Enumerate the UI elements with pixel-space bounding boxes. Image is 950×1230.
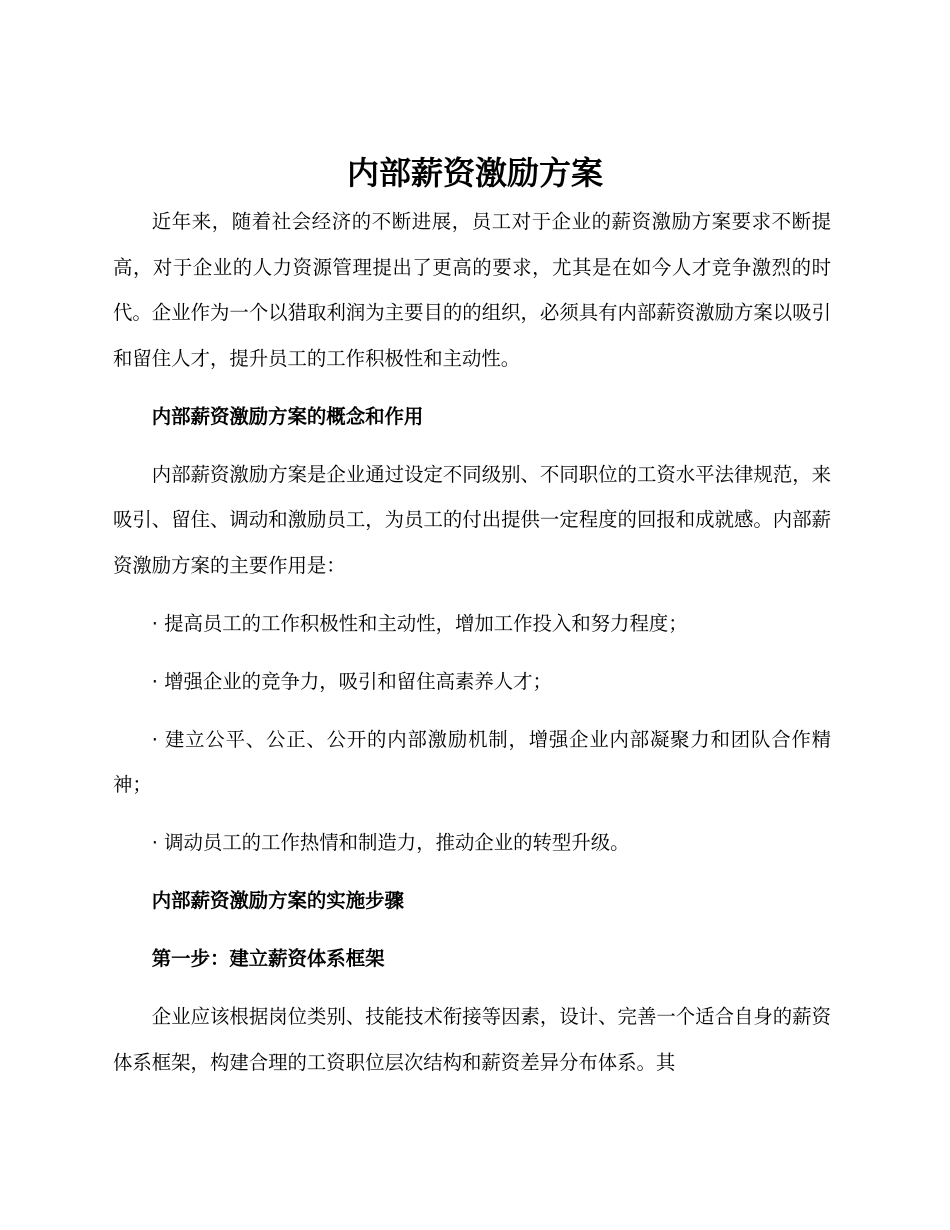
bullet-item: · 调动员工的工作热情和制造力，推动企业的转型升级。 [151, 831, 630, 854]
step-paragraph: 企业应该根据岗位类别、技能技术衔接等因素，设计、完善一个适合自身的薪资体系框架，构建合理的工资职位层次结构和薪资差异分布体系。其 [113, 1005, 831, 1074]
section-heading-concept: 内部薪资激励方案的概念和作用 [151, 404, 424, 428]
bullet-item: · 增强企业的竞争力，吸引和留住高素养人才； [151, 669, 552, 693]
concept-paragraph: 内部薪资激励方案是企业通过设定不同级别、不同职位的工资水平法律规范，来吸引、留住、调动和激励员工，为员工的付出提供一定程度的回报和成就感。内部薪资激励方案的主要作用是： [113, 462, 831, 577]
section-heading-steps: 内部薪资激励方案的实施步骤 [151, 889, 404, 912]
bullet-item: · 提高员工的工作积极性和主动性，增加工作投入和努力程度； [151, 611, 688, 635]
step-heading: 第一步：建立薪资体系框架 [151, 947, 385, 970]
bullet-item: · 建立公平、公正、公开的内部激励机制，增强企业内部凝聚力和团队合作精神； [113, 727, 831, 796]
document-body [113, 199, 831, 1085]
intro-paragraph: 近年来，随着社会经济的不断进展，员工对于企业的薪资激励方案要求不断提高，对于企业的人力资源管理提出了更高的要求，尤其是在如今人才竞争激烈的时代。企业作为一个以猎取利润为主要目的的组织，必须具有内部薪资激励方案以吸引和留住人才，提升员工的工作积极性和主动性。 [113, 210, 831, 370]
document-title: 内部薪资激励方案 [346, 154, 603, 192]
